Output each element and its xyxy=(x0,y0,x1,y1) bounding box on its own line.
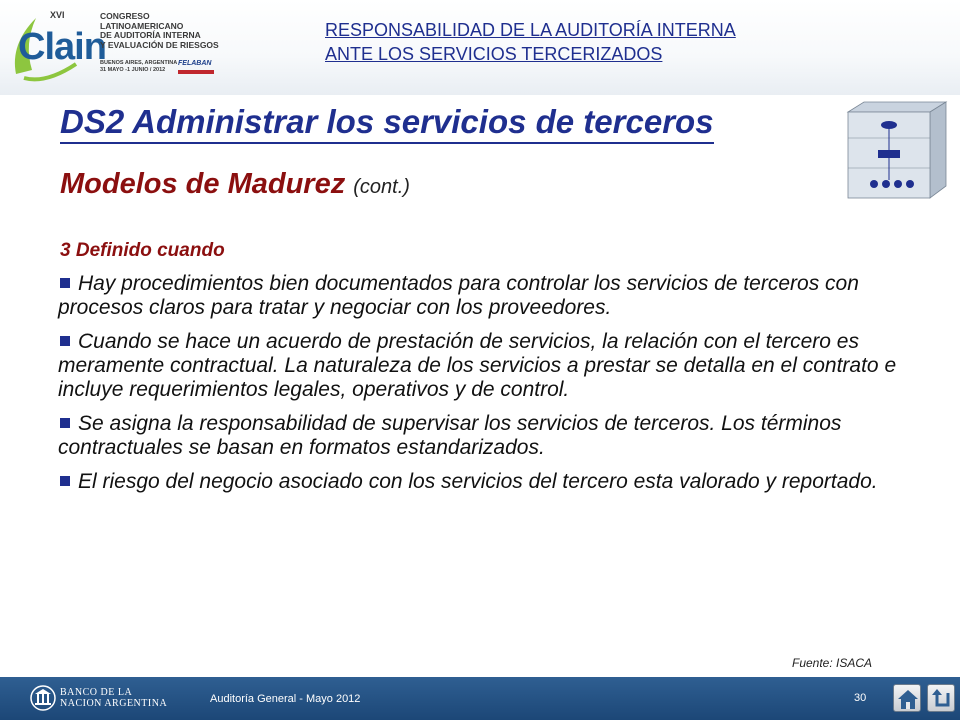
list-item xyxy=(58,470,898,494)
logo-event-line: CONGRESO xyxy=(100,11,150,21)
logo-location-date xyxy=(100,60,177,74)
bullet-text: Cuando se hace un acuerdo de prestación de servicios, la relación con el tercero es meramente contractual. La naturaleza de los servicios a prestar se detalla en el contrato e incluye requerimientos legales, operativos y de control. xyxy=(58,330,897,401)
footer-caption: Auditoría General - Mayo 2012 xyxy=(210,693,361,705)
return-arrow-icon xyxy=(928,685,956,713)
subtitle-note: (cont.) xyxy=(353,176,410,198)
partner-logo: FELABAN xyxy=(178,60,212,67)
source-note: Fuente: ISACA xyxy=(792,656,873,670)
header-title-line: RESPONSABILIDAD DE LA AUDITORÍA INTERNA xyxy=(325,20,736,40)
home-button[interactable] xyxy=(893,684,921,712)
congress-logo xyxy=(6,4,219,88)
square-bullet-icon xyxy=(60,336,70,346)
bullet-list xyxy=(58,272,898,504)
bank-name xyxy=(60,687,167,709)
partner-logo-bar xyxy=(178,70,214,74)
maturity-level-heading: 3 Definido cuando xyxy=(60,240,225,261)
bullet-text: Se asigna la responsabilidad de supervisar los servicios de terceros. Los términos contractuales se basan en formatos estandarizados. xyxy=(58,412,842,459)
logo-edition: XVI xyxy=(50,10,65,20)
footer-bar xyxy=(0,677,960,720)
logo-location: BUENOS AIRES, ARGENTINA xyxy=(100,60,178,66)
header-title-line: ANTE LOS SERVICIOS TERCERIZADOS xyxy=(325,44,663,64)
square-bullet-icon xyxy=(60,278,70,288)
subtitle-main: Modelos de Madurez xyxy=(60,168,346,200)
logo-event-line: Y EVALUACIÓN DE RIESGOS xyxy=(100,39,219,50)
list-item xyxy=(58,272,898,320)
bullet-text: El riesgo del negocio asociado con los servicios del tercero esta valorado y reportado. xyxy=(78,470,878,493)
logo-brand: Clain xyxy=(18,26,106,68)
list-item xyxy=(58,412,898,460)
logo-event-line: LATINOAMERICANO xyxy=(100,20,184,31)
logo-dates: 31 MAYO -1 JUNIO / 2012 xyxy=(100,67,166,73)
logo-event-name xyxy=(100,12,220,50)
home-icon xyxy=(894,685,922,713)
bank-building-icon xyxy=(30,685,56,711)
square-bullet-icon xyxy=(60,418,70,428)
square-bullet-icon xyxy=(60,476,70,486)
bank-name-line: BANCO DE LA xyxy=(60,687,133,698)
list-item xyxy=(58,330,898,402)
return-button[interactable] xyxy=(927,684,955,712)
slide-title: DS2 Administrar los servicios de terceros xyxy=(60,102,714,144)
page-number: 30 xyxy=(854,692,867,704)
cobit-cube-icon xyxy=(834,98,952,202)
bullet-text: Hay procedimientos bien documentados para controlar los servicios de terceros con procesos claros para tratar y negociar con los proveedores. xyxy=(58,272,859,319)
header-title xyxy=(325,18,736,66)
bank-name-line: NACION ARGENTINA xyxy=(60,698,168,709)
slide-subtitle xyxy=(60,164,410,207)
logo-event-line: DE AUDITORÍA INTERNA xyxy=(100,30,201,40)
